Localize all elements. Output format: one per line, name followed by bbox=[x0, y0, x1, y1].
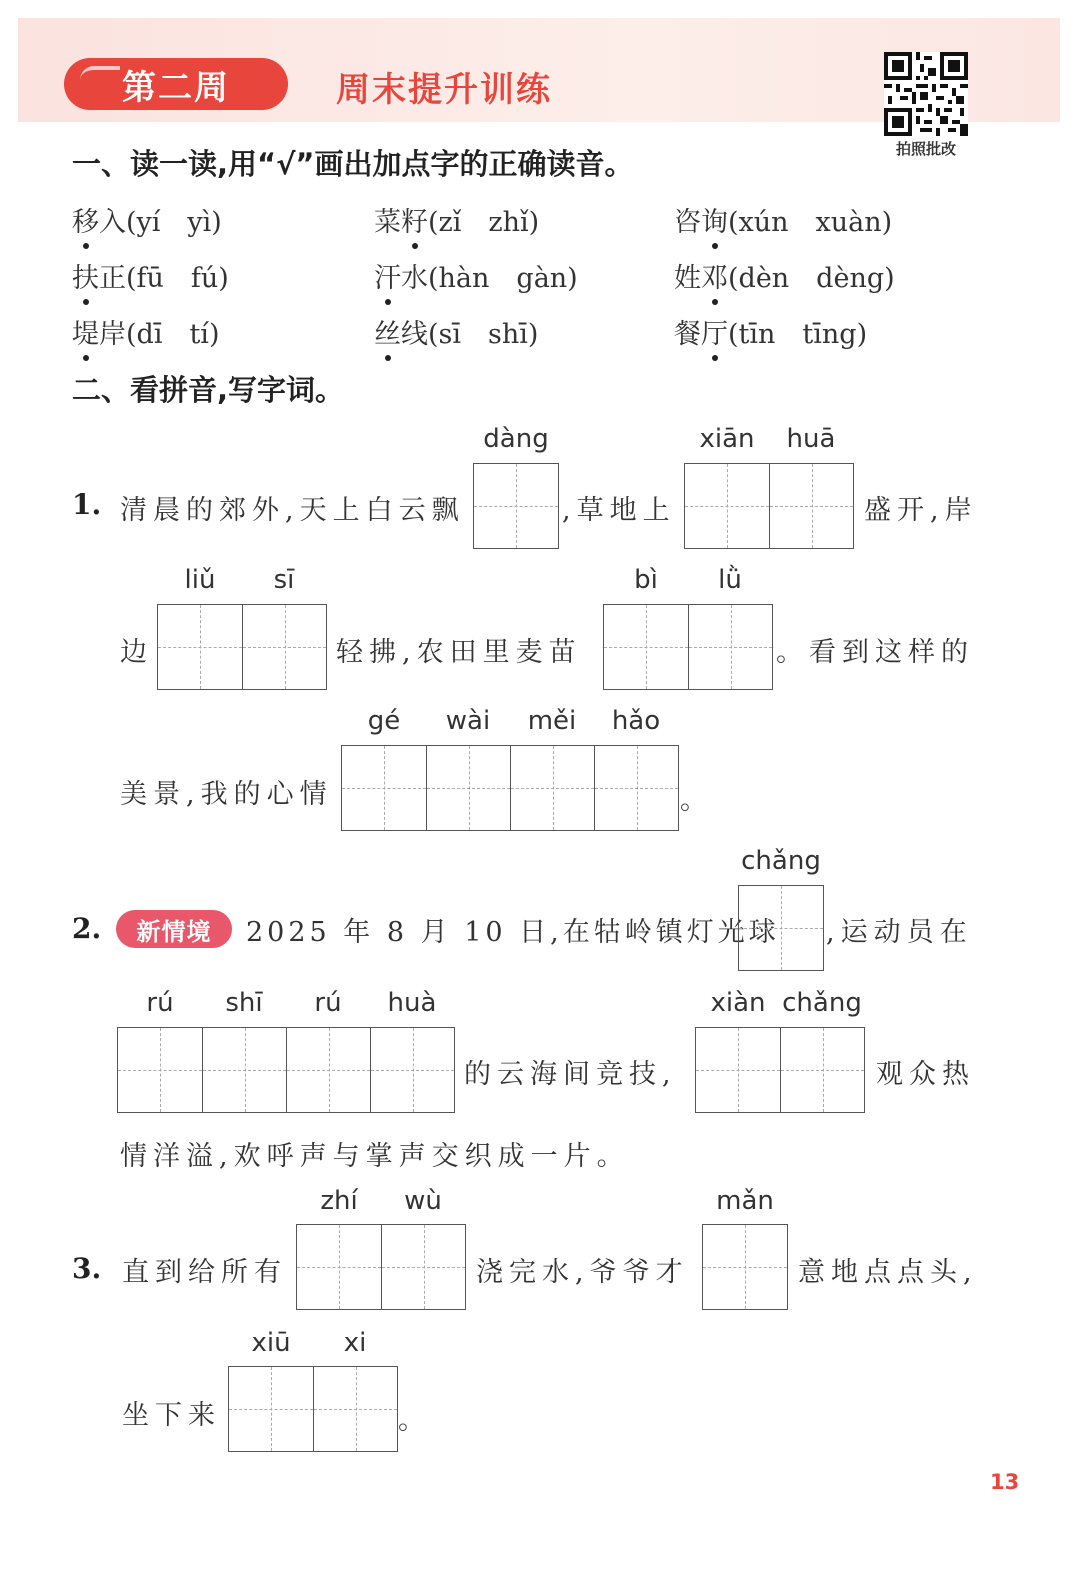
pinyin-lv: lǜ bbox=[718, 565, 742, 595]
reading-item[interactable] bbox=[72, 256, 229, 295]
q2-text-1: 2025 年 8 月 10 日,在牯岭镇灯光球 bbox=[246, 917, 780, 948]
answer-box-man[interactable] bbox=[702, 1224, 788, 1310]
dotted-character: 丝 bbox=[374, 312, 401, 351]
q1-text-5: 轻拂,农田里麦苗 bbox=[336, 637, 582, 668]
q2-text-4: 观众热 bbox=[876, 1059, 975, 1090]
pinyin-ge: gé bbox=[367, 706, 401, 736]
dotted-character: 询 bbox=[701, 200, 728, 239]
pinyin-xi: xi bbox=[343, 1328, 367, 1358]
pinyin-dang: dàng bbox=[483, 424, 549, 454]
answer-box-dang[interactable] bbox=[473, 463, 559, 549]
pinyin-zhi: zhí bbox=[320, 1186, 358, 1216]
q3-text-1: 直到给所有 bbox=[122, 1257, 287, 1288]
reading-item[interactable] bbox=[374, 256, 578, 295]
answer-box-xianhua[interactable] bbox=[684, 463, 854, 549]
page-title: 周末提升训练 bbox=[336, 70, 552, 110]
week-label: 第二周 bbox=[122, 67, 230, 108]
reading-item-options: 岸(dī tí) bbox=[99, 319, 220, 350]
reading-item-prefix: 餐 bbox=[674, 319, 701, 350]
answer-box-gewaimeihao[interactable] bbox=[341, 745, 679, 831]
q1-text-1: 清晨的郊外,天上白云飘 bbox=[120, 495, 465, 526]
dotted-character: 籽 bbox=[401, 200, 428, 239]
qr-code-graphic bbox=[884, 52, 968, 136]
reading-item-options: (xún xuàn) bbox=[728, 207, 893, 238]
reading-item-options: (zǐ zhǐ) bbox=[428, 207, 540, 238]
pill-gloss-decoration bbox=[80, 66, 120, 80]
q2-text-2: ,运动员在 bbox=[826, 917, 973, 948]
question-3-number: 3. bbox=[72, 1252, 102, 1285]
reading-item[interactable] bbox=[72, 200, 222, 239]
reading-item-options: (tīn tīng) bbox=[728, 319, 868, 350]
pinyin-man: mǎn bbox=[716, 1186, 774, 1216]
section1-title: 一、读一读,用“√”画出加点字的正确读音。 bbox=[72, 147, 634, 181]
reading-item[interactable] bbox=[374, 312, 538, 351]
new-context-badge: 新情境 bbox=[116, 910, 232, 948]
reading-item[interactable] bbox=[674, 256, 895, 295]
pinyin-chang-2: chǎng bbox=[782, 988, 862, 1018]
page-number: 13 bbox=[990, 1470, 1020, 1494]
q1-text-4: 边 bbox=[120, 637, 153, 668]
reading-item[interactable] bbox=[374, 200, 539, 239]
q2-text-5: 情洋溢,欢呼声与掌声交织成一片。 bbox=[120, 1141, 630, 1172]
question-1-number: 1. bbox=[72, 488, 102, 521]
pinyin-xiu: xiū bbox=[251, 1328, 291, 1358]
pinyin-wai: wài bbox=[445, 706, 491, 736]
pinyin-xian: xiān bbox=[699, 424, 755, 454]
dotted-character: 汗 bbox=[374, 256, 401, 295]
dotted-character: 扶 bbox=[72, 256, 99, 295]
answer-box-zhiwu[interactable] bbox=[296, 1224, 466, 1310]
pinyin-bi: bì bbox=[634, 565, 658, 595]
dotted-character: 厅 bbox=[701, 312, 728, 351]
answer-box-liusi[interactable] bbox=[157, 604, 327, 690]
pinyin-liu: liǔ bbox=[184, 565, 216, 595]
pinyin-mei: měi bbox=[527, 706, 577, 736]
reading-item[interactable] bbox=[72, 312, 219, 351]
pinyin-hua: huā bbox=[786, 424, 836, 454]
reading-item-options: 入(yí yì) bbox=[99, 207, 222, 238]
pinyin-shi: shī bbox=[225, 988, 263, 1018]
reading-item-options: 正(fū fú) bbox=[99, 263, 229, 294]
dotted-character: 移 bbox=[72, 200, 99, 239]
answer-box-xianchang[interactable] bbox=[695, 1027, 865, 1113]
section2-title: 二、看拼音,写字词。 bbox=[72, 373, 345, 407]
q1-text-8: 。 bbox=[680, 785, 713, 816]
q1-text-2: ,草地上 bbox=[562, 495, 676, 526]
week-label-pill bbox=[64, 58, 288, 110]
dotted-character: 堤 bbox=[72, 312, 99, 351]
reading-item-prefix: 菜 bbox=[374, 207, 401, 238]
reading-item-options: 水(hàn gàn) bbox=[401, 263, 578, 294]
reading-item-prefix: 姓 bbox=[674, 263, 701, 294]
pinyin-hao: hǎo bbox=[611, 706, 661, 736]
reading-item-options: 线(sī shī) bbox=[401, 319, 539, 350]
q1-text-3: 盛开,岸 bbox=[864, 495, 978, 526]
pinyin-wu: wù bbox=[404, 1186, 442, 1216]
answer-box-bilv[interactable] bbox=[603, 604, 773, 690]
reading-item-prefix: 咨 bbox=[674, 207, 701, 238]
q3-text-5: 。 bbox=[398, 1405, 431, 1436]
reading-item-options: (dèn dèng) bbox=[728, 263, 895, 294]
q3-text-2: 浇完水,爷爷才 bbox=[476, 1257, 689, 1288]
q3-text-4: 坐下来 bbox=[122, 1400, 221, 1431]
answer-box-xiuxi[interactable] bbox=[228, 1366, 398, 1452]
answer-box-chang[interactable] bbox=[738, 885, 824, 971]
question-2-number: 2. bbox=[72, 912, 102, 945]
dotted-character: 邓 bbox=[701, 256, 728, 295]
pinyin-ru-2: rú bbox=[314, 988, 342, 1018]
answer-box-rushiruhua[interactable] bbox=[117, 1027, 455, 1113]
pinyin-xian-2: xiàn bbox=[710, 988, 766, 1018]
q3-text-3: 意地点点头, bbox=[798, 1257, 978, 1288]
qr-label: 拍照批改 bbox=[895, 140, 956, 158]
pinyin-ru-1: rú bbox=[146, 988, 174, 1018]
pinyin-hua-2: huà bbox=[387, 988, 437, 1018]
pinyin-si: sī bbox=[273, 565, 295, 595]
reading-item[interactable] bbox=[674, 200, 892, 239]
reading-item[interactable] bbox=[674, 312, 867, 351]
pinyin-chang: chǎng bbox=[741, 846, 821, 876]
q1-text-7: 美景,我的心情 bbox=[120, 779, 333, 810]
q1-text-6: 。看到这样的 bbox=[776, 637, 974, 668]
q2-text-3: 的云海间竞技, bbox=[464, 1059, 677, 1090]
